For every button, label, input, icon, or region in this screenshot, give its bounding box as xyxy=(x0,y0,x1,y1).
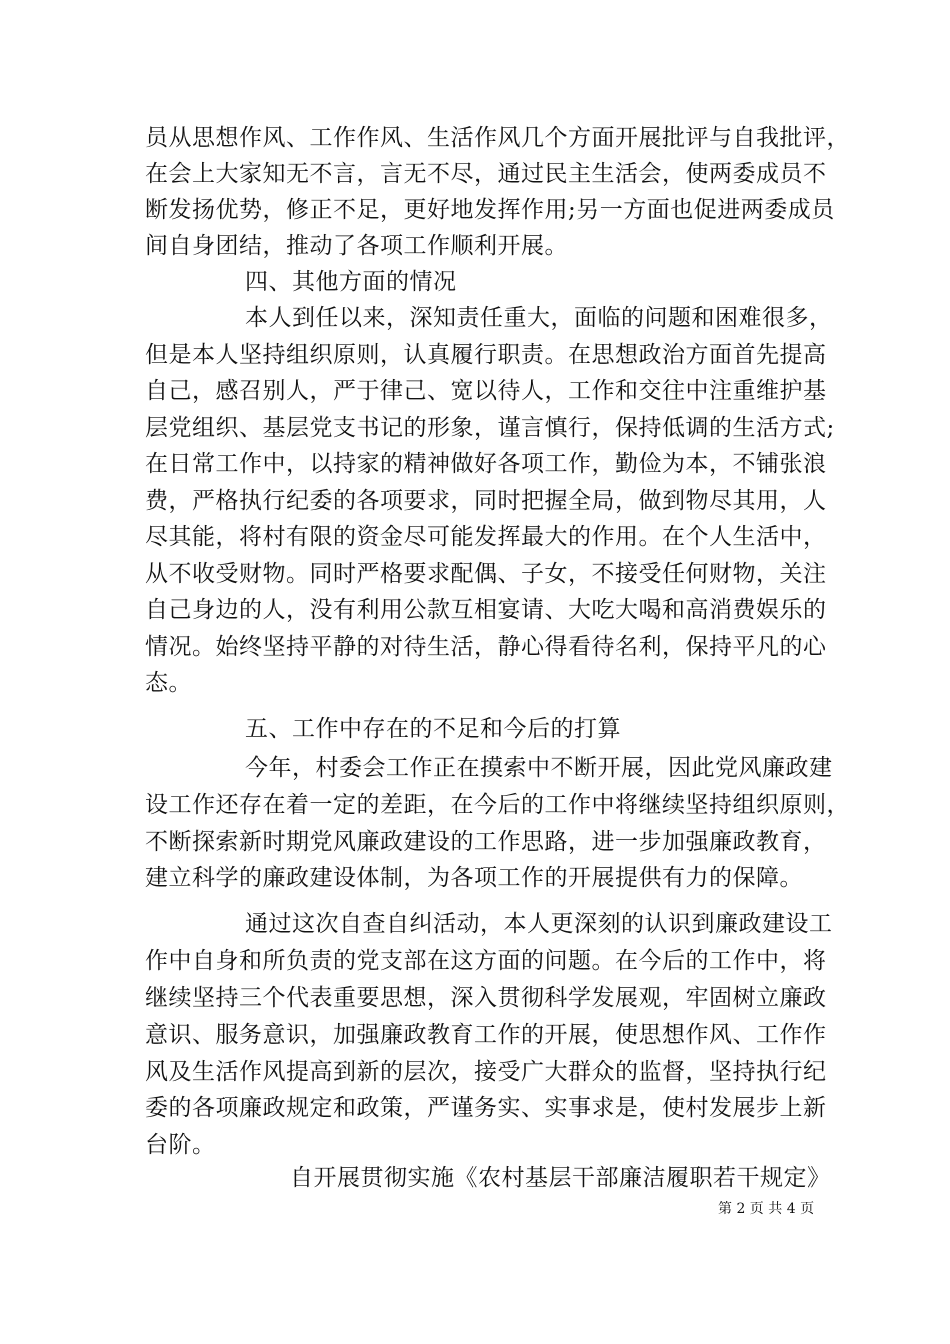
body-text-line: 员从思想作风、工作作风、生活作风几个方面开展批评与自我批评， xyxy=(145,125,850,151)
body-text-line: 层党组织、基层党支书记的形象，谨言慎行，保持低调的生活方式; xyxy=(145,415,835,441)
page-number: 第 2 页 共 4 页 xyxy=(718,1201,815,1217)
body-text-line: 意识、服务意识，加强廉政教育工作的开展，使思想作风、工作作 xyxy=(145,1022,827,1048)
body-text-line: 尽其能，将村有限的资金尽可能发挥最大的作用。在个人生活中， xyxy=(145,524,827,550)
body-text-line: 委的各项廉政规定和政策，严谨务实、实事求是，使村发展步上新 xyxy=(145,1095,827,1121)
body-text-line: 间自身团结，推动了各项工作顺利开展。 xyxy=(145,233,568,259)
body-text-line: 断发扬优势，修正不足，更好地发挥作用;另一方面也促进两委成员 xyxy=(145,197,835,223)
paragraph-first-line: 通过这次自查自纠活动，本人更深刻的认识到廉政建设工 xyxy=(245,911,833,937)
closing-title-line: 自开展贯彻实施《农村基层干部廉洁履职若干规定》 xyxy=(290,1165,831,1191)
body-text-line: 自己身边的人，没有利用公款互相宴请、大吃大喝和高消费娱乐的 xyxy=(145,597,827,623)
section-heading-4: 四、其他方面的情况 xyxy=(245,269,457,295)
body-text-line: 在日常工作中，以持家的精神做好各项工作，勤俭为本，不铺张浪 xyxy=(145,451,827,477)
body-text-line: 情况。始终坚持平静的对待生活，静心得看待名利，保持平凡的心 xyxy=(145,634,827,660)
body-text-line: 作中自身和所负责的党支部在这方面的问题。在今后的工作中，将 xyxy=(145,948,827,974)
body-text-line: 继续坚持三个代表重要思想，深入贯彻科学发展观，牢固树立廉政 xyxy=(145,985,827,1011)
body-text-line: 设工作还存在着一定的差距，在今后的工作中将继续坚持组织原则， xyxy=(145,792,850,818)
body-text-line: 态。 xyxy=(145,670,192,696)
paragraph-first-line: 本人到任以来，深知责任重大，面临的问题和困难很多， xyxy=(245,305,833,331)
body-text-line: 但是本人坚持组织原则，认真履行职责。在思想政治方面首先提高 xyxy=(145,342,827,368)
body-text-line: 风及生活作风提高到新的层次，接受广大群众的监督，坚持执行纪 xyxy=(145,1059,827,1085)
body-text-line: 不断探索新时期党风廉政建设的工作思路，进一步加强廉政教育， xyxy=(145,829,827,855)
paragraph-first-line: 今年，村委会工作正在摸索中不断开展，因此党风廉政建 xyxy=(245,755,833,781)
section-heading-5: 五、工作中存在的不足和今后的打算 xyxy=(245,716,621,742)
body-text-line: 从不收受财物。同时严格要求配偶、子女，不接受任何财物，关注 xyxy=(145,561,827,587)
body-text-line: 台阶。 xyxy=(145,1132,216,1158)
body-text-line: 在会上大家知无不言，言无不尽，通过民主生活会，使两委成员不 xyxy=(145,161,827,187)
body-text-line: 自己，感召别人，严于律己、宽以待人，工作和交往中注重维护基 xyxy=(145,378,827,404)
body-text-line: 建立科学的廉政建设体制，为各项工作的开展提供有力的保障。 xyxy=(145,865,803,891)
body-text-line: 费，严格执行纪委的各项要求，同时把握全局，做到物尽其用，人 xyxy=(145,488,827,514)
